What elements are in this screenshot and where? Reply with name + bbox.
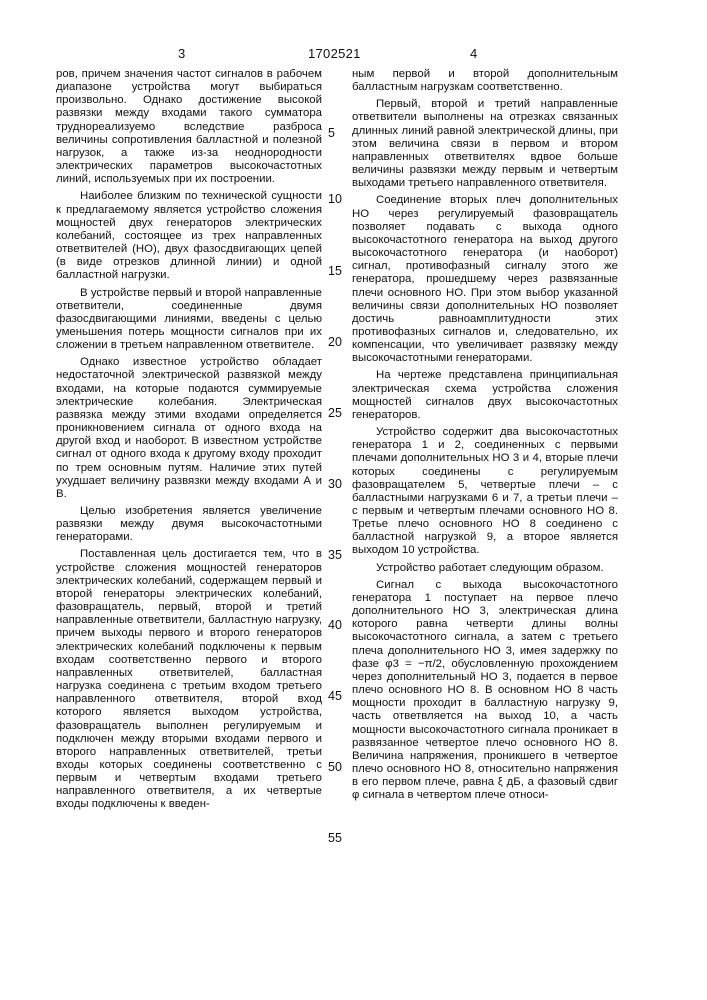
line-number: 25 (328, 406, 342, 420)
right-text-column (352, 68, 618, 806)
paragraph: В устройстве первый и второй направленные ответвители, соединенные двумя фазосдвигающими линиями, введены с целью уменьшения потерь мощности сигналов при их сложении в третьем направленном ответвителе. (56, 287, 322, 353)
paragraph: Устройство работает следующим образом. (352, 562, 618, 575)
paragraph: Однако известное устройство обладает недостаточной электрической развязкой между входами, на которые подаются суммируемые электрические колебания. Электрическая развязка между этими входами определяется проникновением сигнала от одного входа на другой вход и наоборот. В известном устройстве сигнал от одного входа к другому входу проходит по трем основным путям. Наличие этих путей ухудшает величину развязки между входами А и В. (56, 356, 322, 501)
line-number: 10 (328, 192, 342, 206)
paragraph: Первый, второй и третий направленные ответвители выполнены на отрезках связанных длинных линий равной электрической длины, при этом величина связи в первом и втором направленных ответвителях вдвое больше величины развязки между первым и четвертым выходами третьего направленного ответвителя. (352, 98, 618, 190)
line-number: 5 (328, 126, 335, 140)
line-number: 15 (328, 264, 342, 278)
line-number: 20 (328, 335, 342, 349)
line-number: 40 (328, 618, 342, 632)
line-number: 55 (328, 831, 342, 845)
line-number: 50 (328, 760, 342, 774)
page-number-right: 4 (470, 46, 477, 61)
document-number: 1702521 (308, 46, 361, 61)
paragraph: ров, причем значения частот сигналов в рабочем диапазоне устройства могут выбираться произвольно. Однако достижение высокой развязки между входами такого сумматора трудно­реализуемо вследствие разброса величины сопротивления балластной и полезной нагрузок, а также из-за неоднородности электрических параметров высокочастотных линий, используемых при их построении. (56, 68, 322, 186)
left-text-column (56, 68, 322, 816)
paragraph: Целью изобретения является увеличение развязки между двумя высокочастотными генераторами. (56, 505, 322, 544)
line-number: 45 (328, 689, 342, 703)
paragraph: Сигнал с выхода высокочастотного генератора 1 поступает на первое плечо дополнительного НО 3, электрическая длина которого равна четверти длины волны высокочастотного сигнала, а затем с третьего плеча дополнительного НО 3, имея задержку по фазе φ3 = −π/2, обусловленную прохождением через дополнительный НО 3, подается в первое плечо основного НО 8. В основном НО 8 часть мощности проходит в балластную нагрузку 9, часть ответвляется на выход 10, а часть мощности высокочастотного сигнала проникает в развязанное четвертое плечо основного НО 8. Величина напряжения, проникшего в четвертое плечо основного НО 8, относительно напряжения в его первом плече, равна ξ дБ, а фазовый сдвиг φ сигнала в четвертом плече относи- (352, 579, 618, 803)
paragraph: ным первой и второй дополнительным балластным нагрузкам соответственно. (352, 68, 618, 94)
paragraph: Соединение вторых плеч дополнительных НО через регулируемый фазовращатель позволяет подавать с выхода одного высокочастотного генератора на выход другого высокочастотного генератора (и наоборот) сигнал, противофазный сигналу этого же генератора, прошедшему через развязанные плечи основного НО. При этом выбор указанной величины связи дополнительных НО позволяет достичь равноамплитудности этих противофазных сигналов и, следовательно, их компенсации, что увеличивает развязку между высокочастотными генераторами. (352, 194, 618, 365)
paragraph: Устройство содержит два высокочастотных генератора 1 и 2, соединенных с первыми плечами дополнительных НО 3 и 4, вторые плечи которых соединены с регулируемым фазовращателем 5, четвертые плечи – с балластными нагрузками 6 и 7, а третьи плечи – с первым и четвертым плечами основного НО 8. Третье плечо основного НО 8 соединено с балластной нагрузкой 9, а второе является выходом 10 устройства. (352, 426, 618, 558)
paragraph: На чертеже представлена принципиальная электрическая схема устройства сложения мощностей сигналов двух высокочастотных генераторов. (352, 369, 618, 422)
page-number-left: 3 (178, 46, 185, 61)
line-number: 30 (328, 477, 342, 491)
paragraph: Наиболее близким по технической сущности к предлагаемому является устройство сложения мощностей двух генераторов электрических колебаний, состоящее из трех направленных ответвителей (НО), двух фазосдвигающих цепей (в виде отрезков длинной линии) и одной балластной нагрузки. (56, 190, 322, 282)
paragraph: Поставленная цель достигается тем, что в устройстве сложения мощностей генераторов электрических колебаний, содержащем первый и второй генераторы электрических колебаний, фазовращатель, первый, второй и третий направленные ответвители, балластную нагрузку, причем выходы первого и второго генераторов электрических колебаний подключены к первым входам соответственно первого и второго направленных ответвителей, балластная нагрузка соединена с третьим входом третьего направленного ответвителя, второй вход которого является выходом устройства, фазовращатель выполнен регулируемым и подключен между вторыми входами первого и второго направленных ответвителей, третьи входы которых соединены соответственно с первым и четвертым входами третьего направленного ответвителя, а их четвертые входы подключены к введен- (56, 548, 322, 811)
line-number: 35 (328, 548, 342, 562)
